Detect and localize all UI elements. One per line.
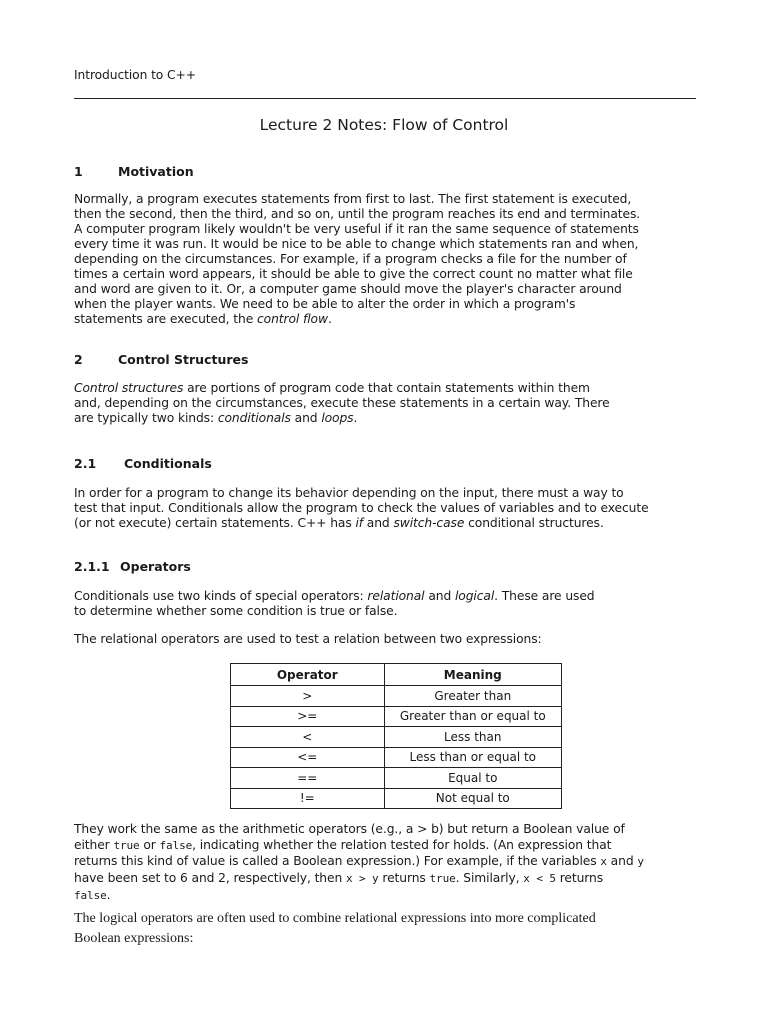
section-2-1-1-paragraph	[74, 589, 704, 619]
operator-cell: !=	[231, 788, 385, 809]
code-literal: false	[159, 839, 193, 852]
table-row	[231, 727, 562, 748]
relational-operators-table	[230, 663, 562, 809]
section-number: 2.1	[74, 456, 97, 471]
section-2-1-1-heading	[74, 559, 191, 574]
meaning-cell: Less than or equal to	[384, 747, 561, 768]
paragraph-line: when the player wants. We need to be able to alter the order in which a program's	[74, 297, 576, 311]
code-literal: true	[113, 839, 140, 852]
text-run: Conditionals use two kinds of special operators:	[74, 589, 368, 603]
paragraph-line	[74, 411, 704, 426]
text-run: . These are used	[494, 589, 595, 603]
paragraph-line: test that input. Conditionals allow the program to check the values of variables and to execute	[74, 501, 649, 515]
text-run: .	[106, 888, 111, 902]
code-literal: x < 5	[523, 872, 556, 885]
section-number: 2.1.1	[74, 559, 110, 574]
column-header-meaning: Meaning	[384, 664, 561, 686]
section-2-1-heading	[74, 456, 212, 471]
section-1-heading	[74, 164, 194, 179]
paragraph-line	[74, 853, 704, 870]
text-run: and	[606, 854, 638, 868]
section-title: Conditionals	[124, 456, 212, 471]
meaning-cell: Greater than or equal to	[384, 706, 561, 727]
section-title: Operators	[120, 559, 191, 574]
section-number: 2	[74, 352, 83, 367]
table-row	[231, 747, 562, 768]
text-run: . Similarly,	[455, 871, 524, 885]
text-run: and	[362, 516, 394, 530]
paragraph-line	[74, 870, 704, 887]
text-run: statements are executed, the	[74, 312, 257, 326]
paragraph-line: times a certain word appears, it should be able to give the correct count no matter what file	[74, 267, 633, 281]
header-rule	[74, 98, 696, 99]
paragraph-line	[74, 589, 704, 604]
paragraph-line: and, depending on the circumstances, execute these statements in a certain way. There	[74, 396, 610, 410]
table-row	[231, 788, 562, 809]
text-run: are portions of program code that contain statements within them	[183, 381, 590, 395]
meaning-cell: Less than	[384, 727, 561, 748]
column-header-operator: Operator	[231, 664, 385, 686]
paragraph-line: then the second, then the third, and so on, until the program reaches its end and terminates.	[74, 207, 641, 221]
emphasis-term: if	[355, 516, 363, 530]
operator-cell: >=	[231, 706, 385, 727]
section-number: 1	[74, 164, 83, 179]
code-literal: true	[429, 872, 456, 885]
meaning-cell: Not equal to	[384, 788, 561, 809]
paragraph-line: to determine whether some condition is true or false.	[74, 604, 398, 618]
text-run: and	[290, 411, 322, 425]
emphasis-term: switch-case	[393, 516, 465, 530]
logical-operators-intro	[74, 909, 596, 949]
paragraph-line	[74, 887, 704, 904]
text-run: returns	[555, 871, 604, 885]
emphasis-term: loops	[321, 411, 354, 425]
emphasis-term: logical	[454, 589, 495, 603]
text-run: (or not execute) certain statements. C++ has	[74, 516, 356, 530]
emphasis-term: relational	[367, 589, 425, 603]
text-run: have been set to 6 and 2, respectively, then	[74, 871, 346, 885]
text-run: returns this kind of value is called a Boolean expression.) For example, if the variables	[74, 854, 601, 868]
section-title: Control Structures	[118, 352, 249, 367]
operator-cell: >	[231, 686, 385, 707]
text-run: returns	[378, 871, 430, 885]
paragraph-line: depending on the circumstances. For example, if a program checks a file for the number of	[74, 252, 627, 266]
emphasis-term: conditionals	[217, 411, 291, 425]
section-title: Motivation	[118, 164, 194, 179]
code-literal: x	[600, 855, 607, 868]
paragraph-line: every time it was run. It would be nice to be able to change which statements ran and when,	[74, 237, 639, 251]
boolean-paragraph	[74, 821, 704, 904]
text-run: either	[74, 838, 114, 852]
section-1-paragraph	[74, 192, 704, 327]
paragraph-line	[74, 312, 704, 327]
paragraph-line: They work the same as the arithmetic operators (e.g., a > b) but return a Boolean value of	[74, 822, 625, 836]
paragraph-line	[74, 381, 704, 396]
text-run: .	[327, 312, 332, 326]
paragraph-line: A computer program likely wouldn't be very useful if it ran the same sequence of statements	[74, 222, 639, 236]
table-intro	[74, 632, 704, 647]
table-row	[231, 706, 562, 727]
paragraph-line: Boolean expressions:	[74, 931, 194, 946]
text-run: , indicating whether the relation tested for holds. (An expression that	[192, 838, 612, 852]
section-2-heading	[74, 352, 248, 367]
paragraph-line: and word are given to it. Or, a computer game should move the player's character around	[74, 282, 622, 296]
table-row	[231, 686, 562, 707]
operator-cell: ==	[231, 768, 385, 789]
table-row	[231, 768, 562, 789]
paragraph-line	[74, 516, 704, 531]
code-literal: false	[74, 889, 107, 902]
operator-cell: <=	[231, 747, 385, 768]
meaning-cell: Equal to	[384, 768, 561, 789]
emphasis-term: Control structures	[74, 381, 184, 395]
paragraph-line: Normally, a program executes statements from first to last. The first statement is executed,	[74, 192, 632, 206]
code-literal: y	[637, 855, 644, 868]
emphasis-term: control flow	[257, 312, 328, 326]
text-run: .	[353, 411, 358, 425]
paragraph-line: The logical operators are often used to combine relational expressions into more complicated	[74, 911, 596, 926]
paragraph-line: In order for a program to change its behavior depending on the input, there must a way to	[74, 486, 624, 500]
page-title: Lecture 2 Notes: Flow of Control	[259, 116, 509, 134]
table-header-row	[231, 664, 562, 686]
section-2-paragraph	[74, 381, 704, 426]
text-run: or	[139, 838, 160, 852]
code-literal: x > y	[345, 872, 379, 885]
operator-cell: <	[231, 727, 385, 748]
section-2-1-paragraph	[74, 486, 704, 531]
meaning-cell: Greater than	[384, 686, 561, 707]
text-run: are typically two kinds:	[74, 411, 218, 425]
text-run: and	[424, 589, 455, 603]
text-run: conditional structures.	[464, 516, 604, 530]
course-header: Introduction to C++	[74, 68, 196, 82]
paragraph-line	[74, 837, 704, 853]
paragraph-line: The relational operators are used to test a relation between two expressions:	[74, 632, 542, 646]
